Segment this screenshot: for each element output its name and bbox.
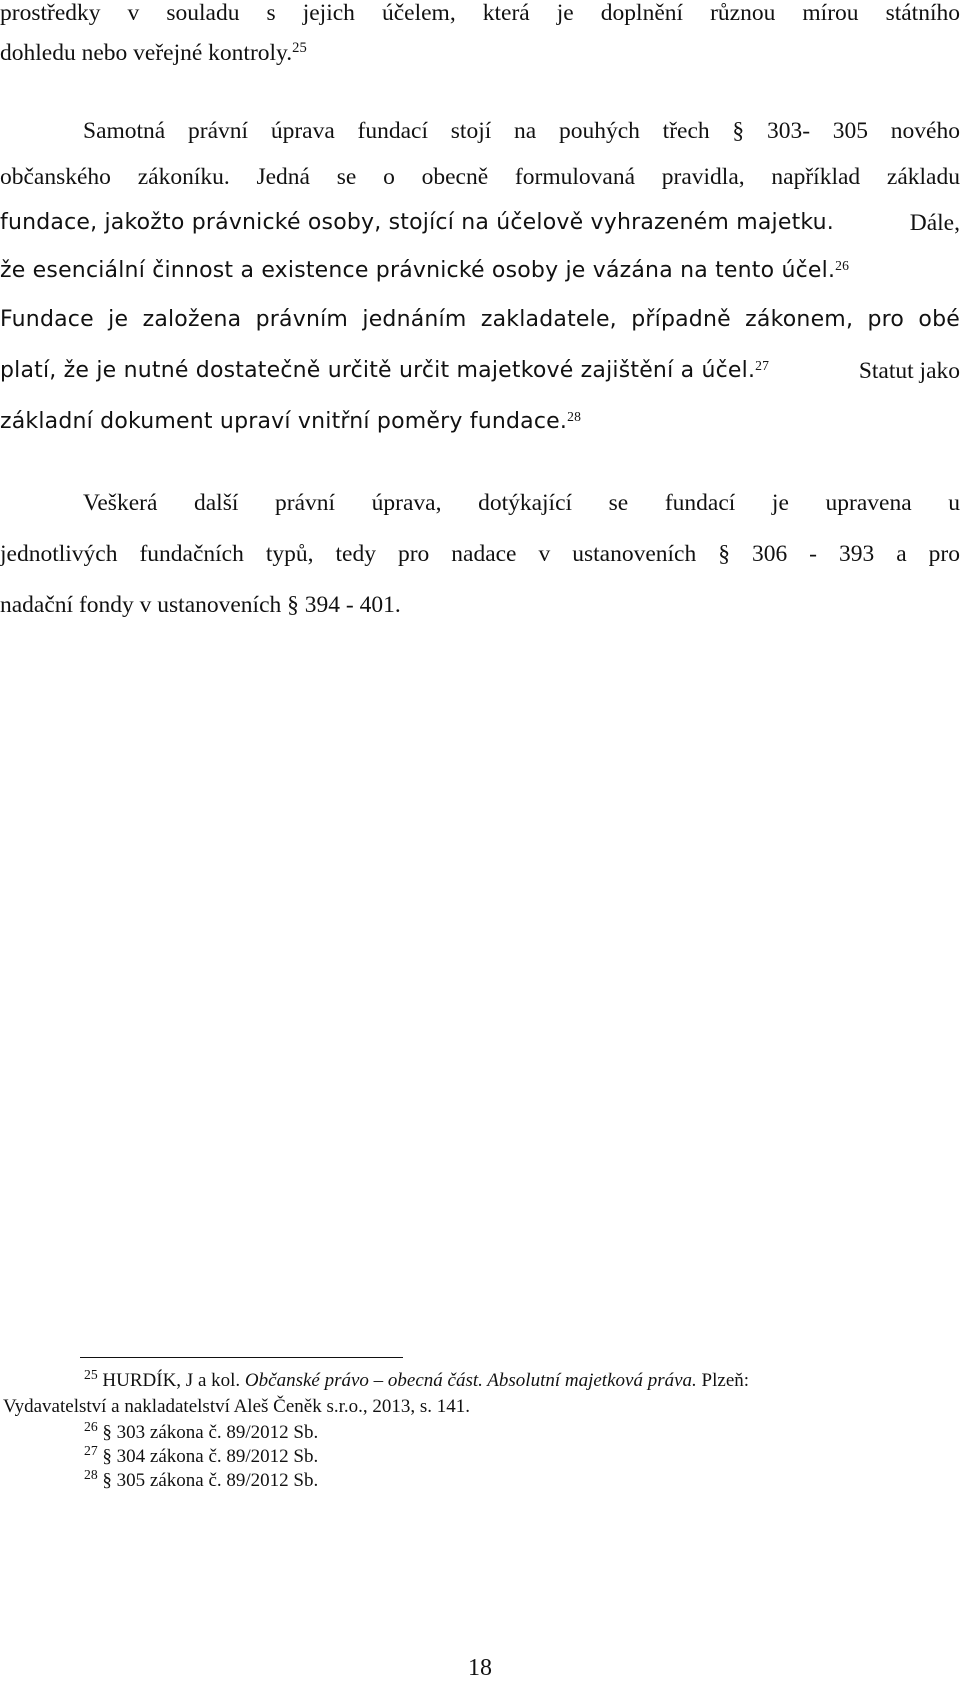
body-text: základní dokument upraví vnitřní poměry fundace. (0, 409, 568, 434)
body-line-6 (0, 258, 960, 283)
footnote-separator (80, 1357, 403, 1358)
footnote-text: Vydavatelství a nakladatelství Aleš Čeněk s.r.o., 2013, s. 141. (3, 1396, 471, 1417)
footnote-text: § 303 zákona č. 89/2012 Sb. (102, 1422, 319, 1443)
body-text: prostředky v souladu s jejich účelem, která je doplnění různou mírou státního (0, 0, 960, 26)
body-text: občanského zákoníku. Jedná se o obecně formulovaná pravidla, například základu (0, 164, 960, 190)
footnote-title: Občanské právo – obecná část. Absolutní majetková práva. (244, 1370, 697, 1391)
body-line-2 (0, 40, 960, 67)
footnote-ref-26[interactable]: 26 (835, 257, 850, 273)
footnote-text: § 304 zákona č. 89/2012 Sb. (102, 1446, 319, 1467)
body-text: nadační fondy v ustanoveních § 394 - 401. (0, 592, 401, 618)
body-text: platí, že je nutné dostatečně určitě určit majetkové zajištění a účel. (0, 358, 756, 383)
footnote-26 (84, 1419, 960, 1444)
body-line-7 (0, 307, 960, 332)
body-text: jednotlivých fundačních typů, tedy pro nadace v ustanoveních § 306 - 393 a pro (0, 541, 960, 567)
footnote-number: 28 (84, 1467, 98, 1483)
footnote-number: 27 (84, 1443, 98, 1459)
body-text: Dále, (909, 210, 960, 236)
body-line-12 (0, 592, 960, 619)
page-number: 18 (468, 1655, 492, 1681)
body-line-1 (0, 0, 960, 27)
body-text: Veškerá další právní úprava, dotýkající se fundací je upravena u (83, 490, 960, 516)
footnote-ref-25[interactable]: 25 (292, 40, 307, 56)
footnote-28 (84, 1467, 960, 1492)
footnote-text: HURDÍK, J a kol. (102, 1370, 241, 1391)
footnote-number: 26 (84, 1419, 98, 1435)
body-text: fundace, jakožto právnické osoby, stojící na účelově vyhrazeném majetku. (0, 210, 834, 235)
body-text: Statut jako (858, 358, 960, 384)
footnote-number: 25 (84, 1367, 98, 1383)
footnote-27 (84, 1443, 960, 1468)
body-text: Samotná právní úprava fundací stojí na pouhých třech § 303- 305 nového (83, 118, 960, 144)
body-text: že esenciální činnost a existence právnické osoby je vázána na tento účel. (0, 258, 836, 283)
footnote-ref-28[interactable]: 28 (567, 408, 582, 424)
footnote-ref-27[interactable]: 27 (755, 357, 770, 373)
footnote-text: § 305 zákona č. 89/2012 Sb. (102, 1470, 319, 1491)
body-line-4 (0, 164, 960, 191)
body-line-9 (0, 409, 960, 434)
footnote-text: Plzeň: (701, 1370, 750, 1391)
footnote-25 (84, 1367, 960, 1392)
body-line-11 (0, 541, 960, 568)
body-text: dohledu nebo veřejné kontroly. (0, 40, 293, 66)
body-line-8 (0, 358, 960, 383)
body-line-10 (83, 490, 960, 517)
body-text: Fundace je založena právním jednáním zakladatele, případně zákonem, pro obé (0, 307, 960, 332)
body-line-5 (0, 210, 960, 235)
footnote-25-continued (3, 1396, 960, 1418)
body-line-3 (83, 118, 960, 145)
